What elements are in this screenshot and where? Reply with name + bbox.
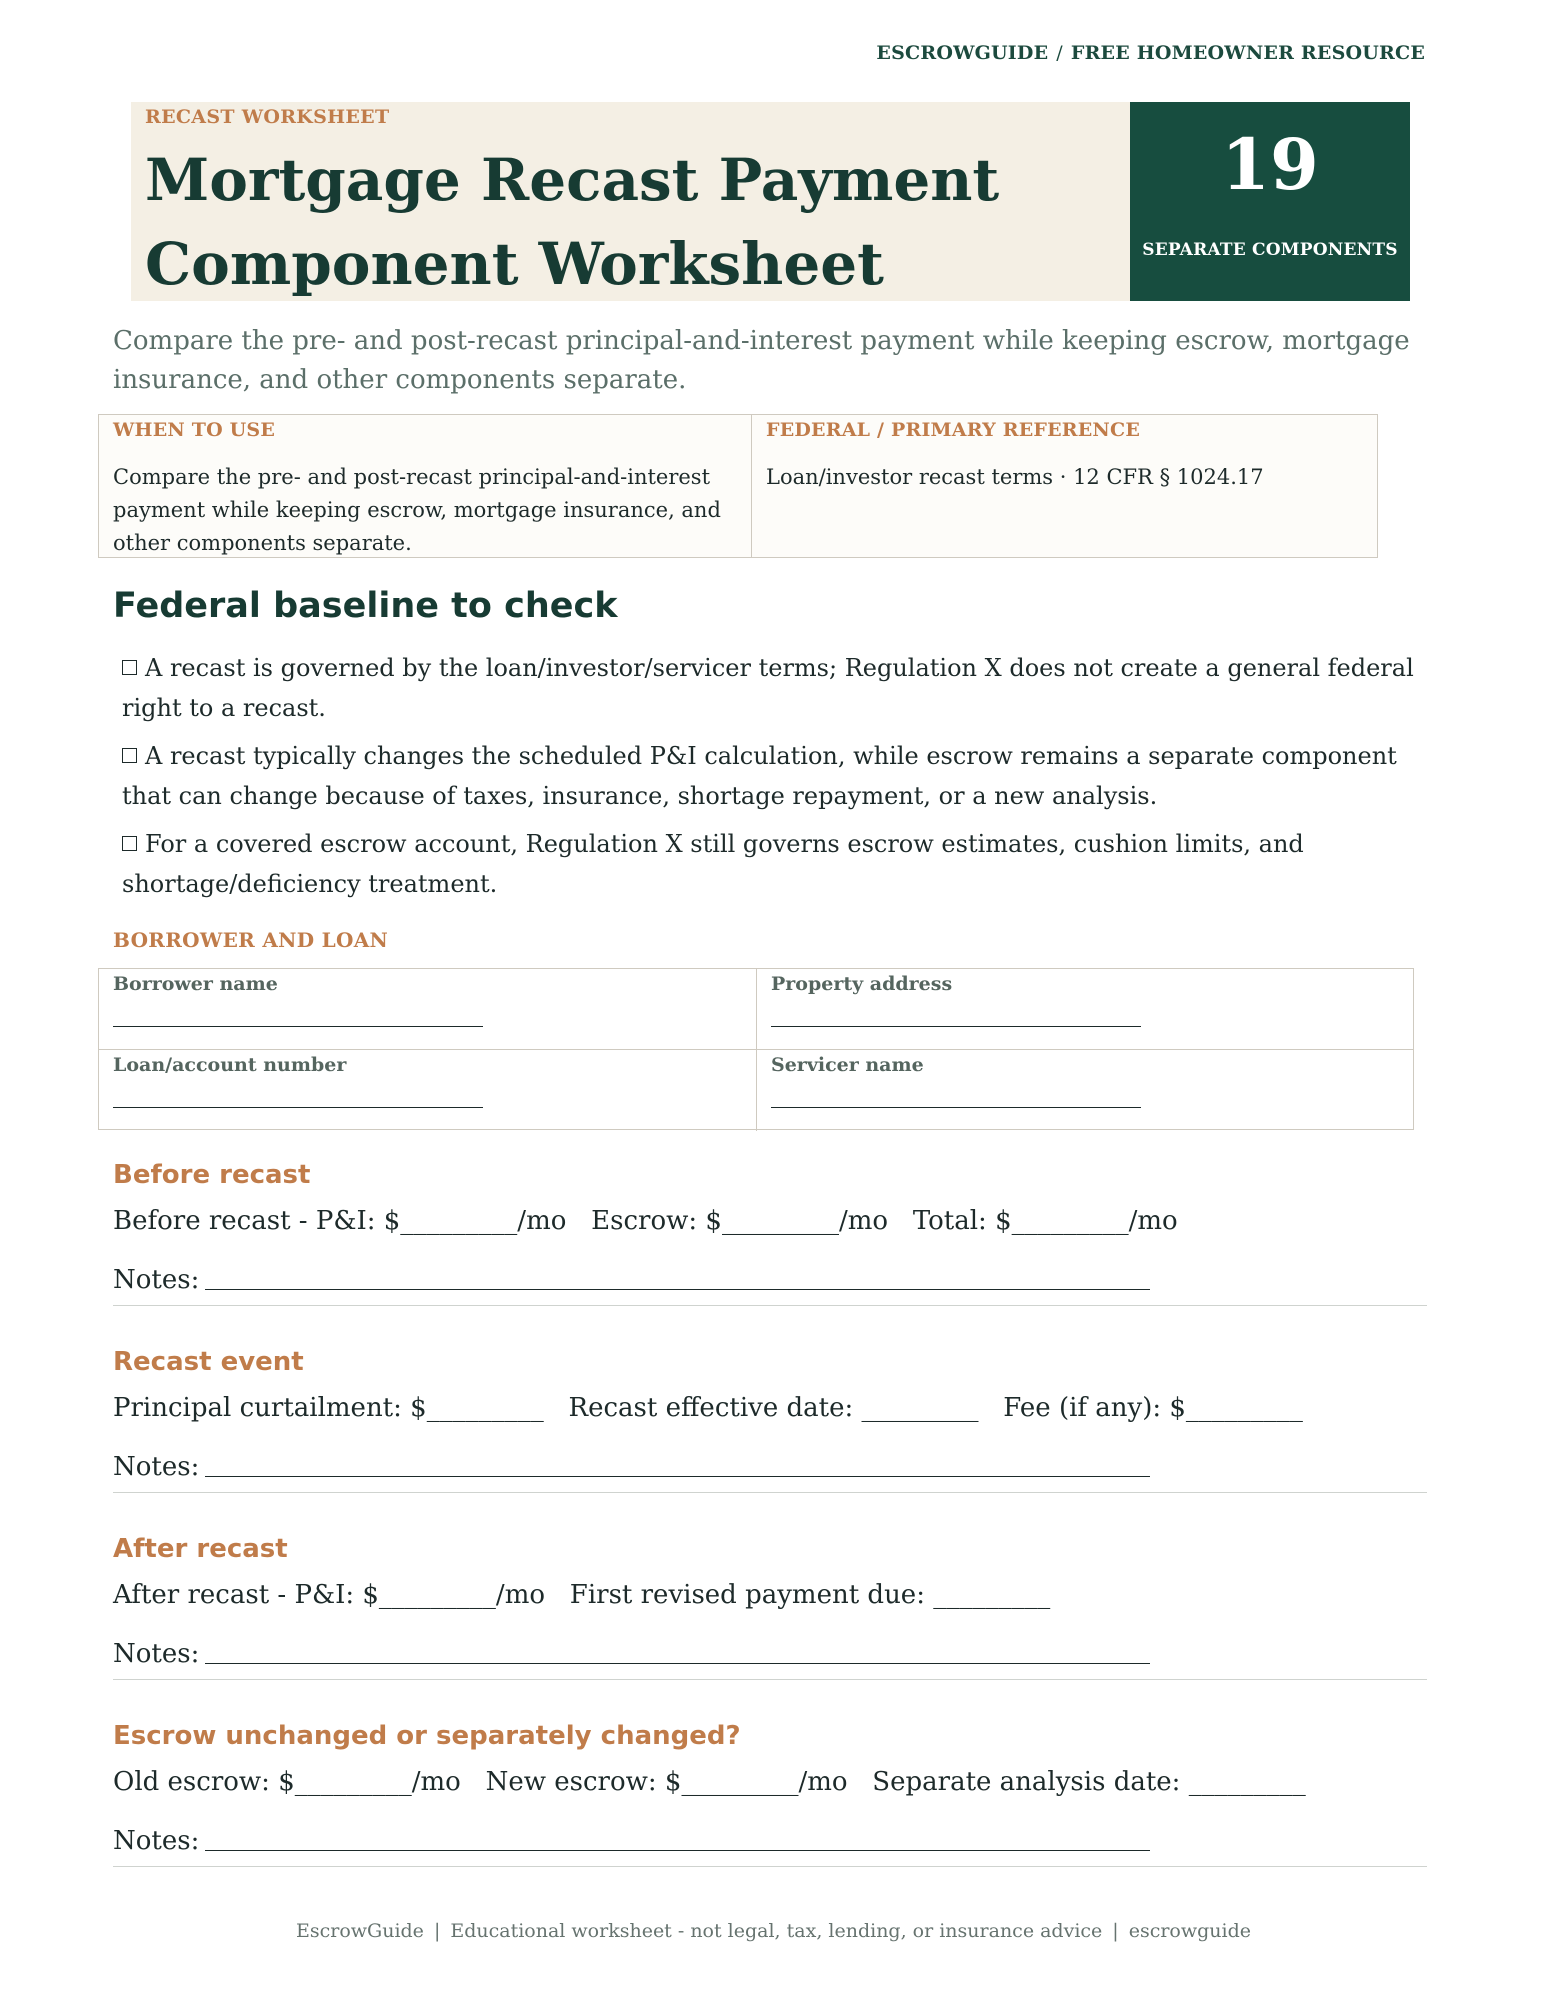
notes-row [113, 1637, 1427, 1671]
badge-number: 19 [1221, 123, 1319, 206]
footer-separator: | [433, 1920, 441, 1942]
brand-separator: / [1056, 42, 1063, 64]
reference-cell [752, 415, 1377, 557]
page-footer [0, 1920, 1547, 1942]
before-recast-section [113, 1160, 1427, 1306]
servicer-name-label: Servicer name [771, 1054, 924, 1076]
when-to-use-text: Compare the pre- and post-recast principal-and-interest payment while keeping escrow, mortgage insurance, and other components separate. [113, 465, 721, 555]
baseline-checklist [122, 648, 1422, 912]
notes-label: Notes: [113, 1826, 200, 1856]
when-to-use-cell [99, 415, 752, 557]
notes-field[interactable] [205, 1638, 1150, 1664]
checklist-item [122, 648, 1422, 728]
when-to-use-label: WHEN TO USE [113, 419, 276, 441]
servicer-name-cell [757, 1050, 1413, 1131]
borrower-name-label: Borrower name [113, 973, 278, 995]
section-title: Escrow unchanged or separately changed? [113, 1721, 741, 1751]
section-title: Before recast [113, 1160, 311, 1190]
property-address-cell [757, 969, 1413, 1050]
baseline-heading: Federal baseline to check [113, 586, 618, 626]
notes-row [113, 1263, 1427, 1297]
top-brand-line [876, 42, 1425, 64]
recast-event-section [113, 1347, 1427, 1493]
footer-brand: EscrowGuide [295, 1920, 424, 1942]
borrower-loan-table [98, 968, 1414, 1130]
footer-separator: | [1112, 1920, 1119, 1942]
intro-text: Compare the pre- and post-recast principal-and-interest payment while keeping escrow, mortgage insurance, and other components separate. [113, 326, 1410, 395]
section-fields-row[interactable]: Before recast - P&I: $_________/mo Escrow: $_________/mo Total: $_________/mo [113, 1206, 1178, 1236]
reference-label: FEDERAL / PRIMARY REFERENCE [766, 419, 1140, 441]
info-box [98, 414, 1378, 558]
brand-name: ESCROWGUIDE [876, 42, 1049, 64]
borrower-name-field[interactable] [113, 1026, 483, 1027]
notes-label: Notes: [113, 1639, 200, 1669]
loan-number-cell [99, 1050, 757, 1131]
checklist-item-text: For a covered escrow account, Regulation X still governs escrow estimates, cushion limits, and shortage/deficiency treatment. [122, 830, 1304, 898]
section-fields-row[interactable]: After recast - P&I: $_________/mo First revised payment due: _________ [113, 1580, 1051, 1610]
notes-label: Notes: [113, 1452, 200, 1482]
after-recast-section [113, 1534, 1427, 1680]
checkbox[interactable] [122, 836, 137, 851]
section-fields-row[interactable]: Old escrow: $_________/mo New escrow: $_________/mo Separate analysis date: _________ [113, 1767, 1306, 1797]
checklist-item [122, 736, 1422, 816]
footer-site: escrowguide [1128, 1920, 1252, 1942]
notes-field[interactable] [205, 1264, 1150, 1290]
worksheet-kicker: RECAST WORKSHEET [145, 106, 390, 128]
property-address-label: Property address [771, 973, 953, 995]
reference-text: Loan/investor recast terms · 12 CFR § 1024.17 [766, 465, 1264, 489]
servicer-name-field[interactable] [771, 1107, 1141, 1108]
component-count-badge [1130, 102, 1410, 301]
notes-row [113, 1824, 1427, 1858]
checkbox[interactable] [122, 660, 137, 675]
page-title: Mortgage Recast Payment Component Worksheet [145, 146, 1000, 298]
borrower-section-label: BORROWER AND LOAN [113, 928, 389, 952]
loan-number-field[interactable] [113, 1107, 483, 1108]
section-title: After recast [113, 1534, 288, 1564]
escrow-change-section [113, 1721, 1427, 1867]
checkbox[interactable] [122, 748, 137, 763]
notes-field[interactable] [205, 1451, 1150, 1477]
footer-disclaimer: Educational worksheet - not legal, tax, lending, or insurance advice [450, 1920, 1103, 1942]
borrower-name-cell [99, 969, 757, 1050]
badge-label: SEPARATE COMPONENTS [1142, 240, 1398, 260]
loan-number-label: Loan/account number [113, 1054, 347, 1076]
brand-tagline: FREE HOMEOWNER RESOURCE [1070, 42, 1425, 64]
notes-label: Notes: [113, 1265, 200, 1295]
section-title: Recast event [113, 1347, 304, 1377]
notes-field[interactable] [205, 1825, 1150, 1851]
checklist-item-text: A recast is governed by the loan/investor/servicer terms; Regulation X does not create a general federal right to a recast. [122, 654, 1414, 722]
title-banner [131, 102, 1410, 301]
section-fields-row[interactable]: Principal curtailment: $_________ Recast effective date: _________ Fee (if any): $_________ [113, 1393, 1303, 1423]
checklist-item [122, 824, 1422, 904]
notes-row [113, 1450, 1427, 1484]
property-address-field[interactable] [771, 1026, 1141, 1027]
checklist-item-text: A recast typically changes the scheduled P&I calculation, while escrow remains a separate component that can change because of taxes, insurance, shortage repayment, or a new analysis. [122, 742, 1397, 810]
